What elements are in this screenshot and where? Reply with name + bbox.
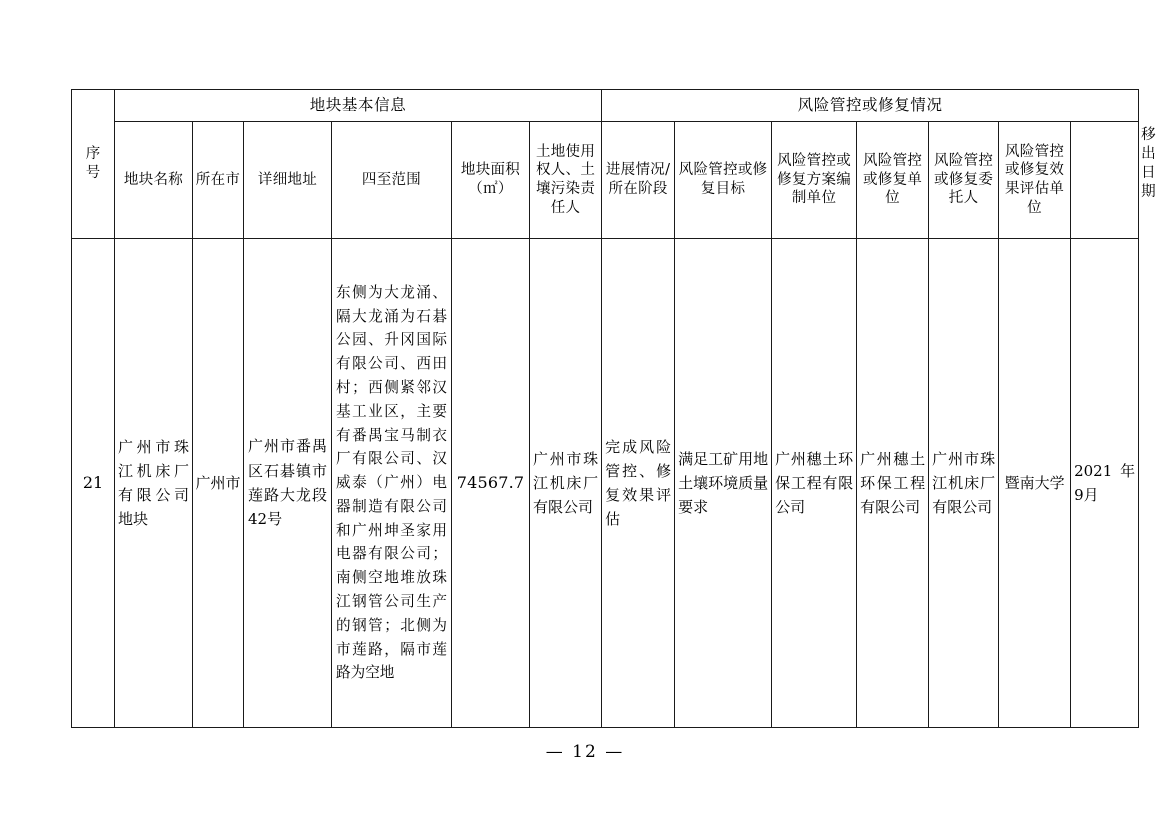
cell-fix-unit: 广州穗土环保工程有限公司 — [857, 239, 929, 728]
column-header-seq: 序号 — [72, 90, 115, 239]
cell-owner: 广州市珠江机床厂有限公司 — [530, 239, 602, 728]
page-number: — 12 — — [545, 742, 625, 762]
table-row — [72, 239, 1139, 728]
cell-name: 广州市珠江机床厂有限公司地块 — [115, 239, 193, 728]
column-header-address: 详细地址 — [244, 122, 332, 239]
table-column-header-row — [72, 122, 1139, 239]
column-header-name: 地块名称 — [115, 122, 193, 239]
land-parcel-table — [71, 89, 1156, 728]
cell-plan-unit: 广州穗土环保工程有限公司 — [772, 239, 857, 728]
column-header-fix-unit: 风险管控或修复单位 — [857, 122, 929, 239]
cell-goal: 满足工矿用地土壤环境质量要求 — [675, 239, 772, 728]
column-header-progress: 进展情况/所在阶段 — [602, 122, 675, 239]
column-header-plan-unit: 风险管控或修复方案编制单位 — [772, 122, 857, 239]
column-header-owner: 土地使用权人、土壤污染责任人 — [530, 122, 602, 239]
group-header-risk-control: 风险管控或修复情况 — [602, 90, 1139, 122]
column-header-area: 地块面积（㎡） — [452, 122, 530, 239]
table-header — [72, 90, 1156, 239]
cell-city: 广州市 — [193, 239, 244, 728]
column-header-range: 四至范围 — [332, 122, 452, 239]
cell-seq: 21 — [72, 239, 115, 728]
cell-eval-unit: 暨南大学 — [999, 239, 1071, 728]
column-header-client: 风险管控或修复委托人 — [929, 122, 999, 239]
cell-client: 广州市珠江机床厂有限公司 — [929, 239, 999, 728]
cell-area: 74567.7 — [452, 239, 530, 728]
cell-address: 广州市番禺区石碁镇市莲路大龙段42号 — [244, 239, 332, 728]
cell-progress: 完成风险管控、修复效果评估 — [602, 239, 675, 728]
cell-range: 东侧为大龙涌、隔大龙涌为石碁公园、升冈国际有限公司、西田村；西侧紧邻汉基工业区，主要有番禺宝马制衣厂有限公司、汉威泰（广州）电器制造有限公司和广州坤圣家用电器有限公司；南侧空地堆放珠江钢管公司生产的钢管；北侧为市莲路，隔市莲路为空地 — [332, 239, 452, 728]
table-group-header-row: 序号 地块基本信息 风险管控或修复情况 移出日期 — [72, 90, 1139, 122]
column-header-goal: 风险管控或修复目标 — [675, 122, 772, 239]
group-header-basic-info: 地块基本信息 — [115, 90, 602, 122]
column-header-eval-unit: 风险管控或修复效果评估单位 — [999, 122, 1071, 239]
cell-date: 2021年9月 — [1071, 239, 1139, 728]
column-header-city: 所在市 — [193, 122, 244, 239]
table-body — [72, 239, 1139, 728]
